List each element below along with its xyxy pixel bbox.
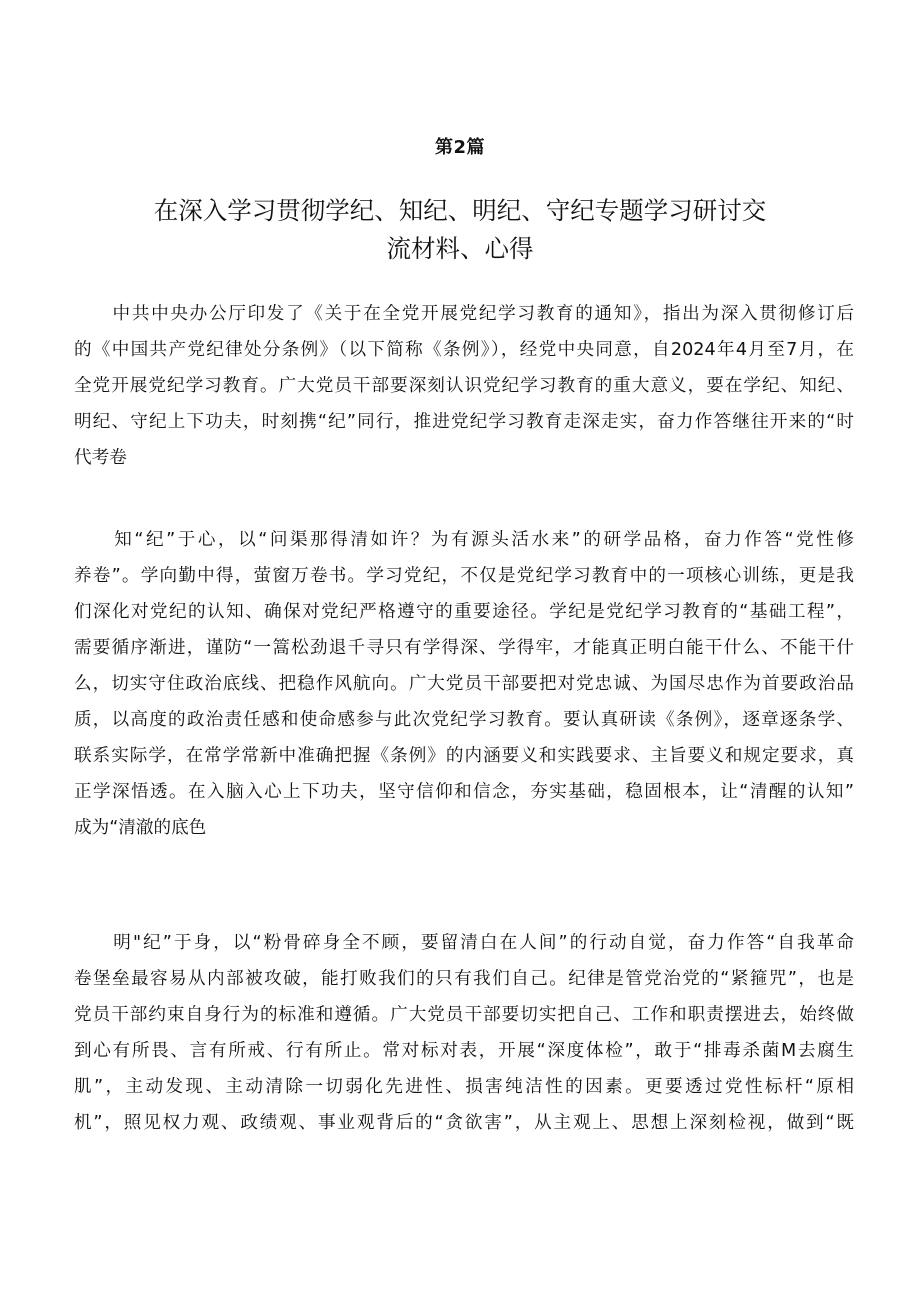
text-line: 明"纪”于身，以“粉骨碎身全不顾，要留清白在人间”的行动自觉，奋力作答“自我革命 <box>74 933 854 953</box>
paragraph-intro <box>74 296 854 476</box>
text-line: 需要循序渐进，谨防“一篙松劲退千寻只有学得深、学得牢，才能真正明白能干什么、不能干什 <box>74 638 854 658</box>
text-line: 机”，照见权力观、政绩观、事业观背后的“贪欲害”，从主观上、思想上深刻检视，做到“既 <box>74 1113 854 1133</box>
text-line: 肌”，主动发现、主动清除一切弱化先进性、损害纯洁性的因素。更要透过党性标杆“原相 <box>74 1077 854 1097</box>
text-line: 明纪、守纪上下功夫，时刻携“纪”同行，推进党纪学习教育走深走实，奋力作答继往开来的“时 <box>74 412 854 432</box>
text-line: 中共中央办公厅印发了《关于在全党开展党纪学习教育的通知》，指出为深入贯彻修订后 <box>74 304 854 324</box>
text-line: 知“纪”于心，以“问渠那得清如许？为有源头活水来”的研学品格，奋力作答“党性修 <box>74 530 854 550</box>
title-line: 流材料、心得 <box>386 234 534 263</box>
text-line: 正学深悟透。在入脑入心上下功夫，坚守信仰和信念，夯实基础，稳固根本，让“清醒的认知” <box>74 782 854 802</box>
text-line: 代考卷 <box>74 448 127 468</box>
text-line: 党员干部约束自身行为的标准和遵循。广大党员干部要切实把自己、工作和职责摆进去，始终做 <box>74 1005 854 1025</box>
document-title <box>120 192 800 268</box>
paragraph-know-discipline <box>74 522 854 846</box>
text-line: 养卷”。学向勤中得，萤窗万卷书。学习党纪，不仅是党纪学习教育中的一项核心训练，更是我 <box>74 566 854 586</box>
text-line: 们深化对党纪的认知、确保对党纪严格遵守的重要途径。学纪是党纪学习教育的“基础工程”， <box>74 602 854 622</box>
text-line: 卷堡垒最容易从内部被攻破，能打败我们的只有我们自己。纪律是管党治党的“紧箍咒”，也是 <box>74 969 854 989</box>
text-line: 到心有所畏、言有所戒、行有所止。常对标对表，开展“深度体检”，敢于“排毒杀菌M去腐生 <box>74 1041 854 1061</box>
text-line: 的《中国共产党纪律处分条例》（以下简称《条例》），经党中央同意，自2024年4月至7月，在 <box>74 340 854 360</box>
title-line: 在深入学习贯彻学纪、知纪、明纪、守纪专题学习研讨交 <box>153 196 767 225</box>
text-line: 全党开展党纪学习教育。广大党员干部要深刻认识党纪学习教育的重大意义，要在学纪、知纪、 <box>74 376 854 396</box>
text-line: 联系实际学，在常学常新中准确把握《条例》的内涵要义和实践要求、主旨要义和规定要求，真 <box>74 746 854 766</box>
chapter-label: 第2篇 <box>434 137 486 158</box>
text-line: 么，切实守住政治底线、把稳作风航向。广大党员干部要把对党忠诚、为国尽忠作为首要政治品 <box>74 674 854 694</box>
text-line: 质，以高度的政治责任感和使命感参与此次党纪学习教育。要认真研读《条例》，逐章逐条学、 <box>74 710 854 730</box>
paragraph-understand-discipline <box>74 925 854 1141</box>
text-line: 成为“清澈的底色 <box>74 818 207 838</box>
